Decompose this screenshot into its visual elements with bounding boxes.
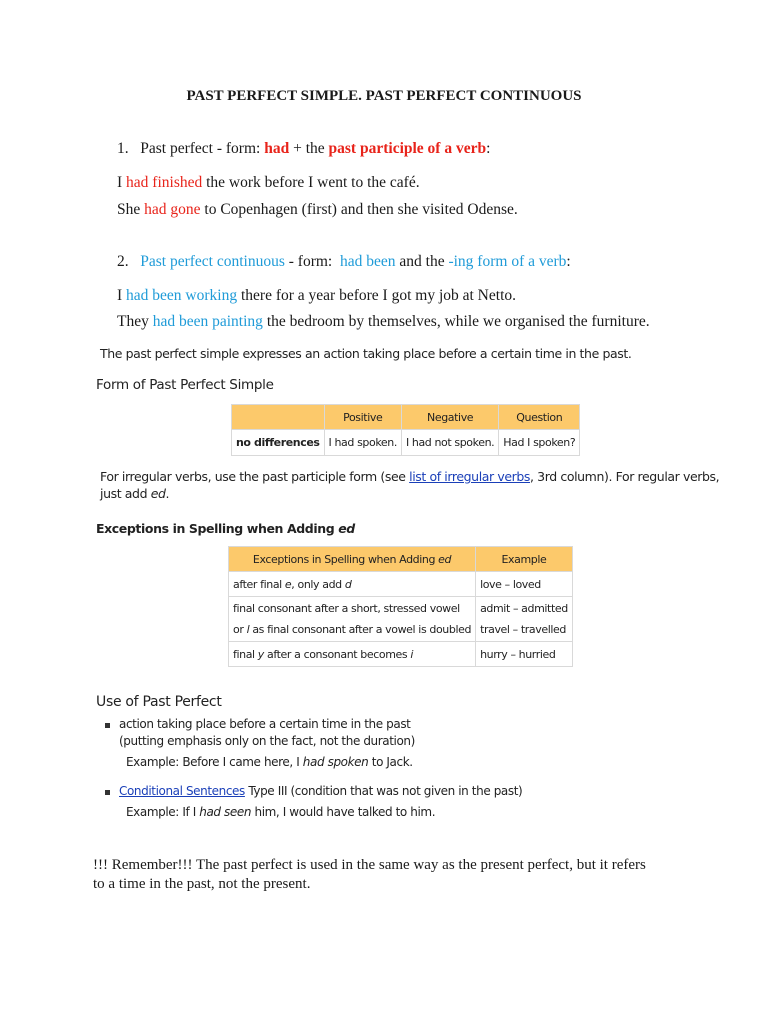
ing-keyword: -ing form of a verb — [448, 253, 567, 270]
table-cell: hurry – hurried — [476, 642, 573, 667]
page-title: PAST PERFECT SIMPLE. PAST PERFECT CONTINUOUS — [186, 88, 582, 104]
table-header-cell: Example — [476, 547, 573, 572]
cell-emphasis: d — [344, 577, 352, 591]
example-highlight: had been painting — [152, 313, 263, 330]
cell-text: as final consonant after a vowel is doubled — [249, 623, 472, 636]
example-emphasis: had spoken — [302, 755, 369, 769]
section-1-lead: Past perfect - form: — [140, 140, 265, 157]
cell-text: final — [233, 647, 258, 661]
example-text: him, I would have talked to him. — [251, 805, 436, 819]
cell-emphasis: e — [284, 577, 292, 591]
irregular-verbs-link[interactable]: list of irregular verbs — [409, 469, 531, 484]
cell-text: admit – admitted — [480, 602, 568, 615]
example-text: I — [117, 174, 127, 191]
cell-emphasis: l — [246, 623, 250, 636]
ed-emphasis: ed — [338, 521, 355, 536]
colon: : — [566, 253, 571, 270]
irregular-line-1 — [100, 469, 719, 484]
table-header-cell: Question — [499, 405, 580, 430]
example-text: the work before I went to the café. — [202, 174, 420, 191]
colon: : — [486, 140, 491, 157]
section-2-example-1 — [117, 287, 516, 305]
use-bullet-1-line-2: (putting emphasis only on the fact, not the duration) — [119, 734, 415, 748]
example-highlight: had gone — [144, 201, 201, 218]
remember-line-1: !!! Remember!!! The past perfect is used in the same way as the present perfect, but it refers — [93, 857, 646, 873]
table-cell: I had not spoken. — [401, 430, 498, 456]
table-header-row — [229, 547, 573, 572]
form-table — [231, 404, 580, 456]
irregular-text: For irregular verbs, use the past participle form (see — [100, 469, 410, 484]
table-header-cell: Positive — [324, 405, 401, 430]
table-row — [232, 430, 580, 456]
use-bullet-2-example — [126, 805, 435, 819]
section-2-example-2 — [117, 313, 650, 331]
remember-line-2: to a time in the past, not the present. — [93, 876, 311, 892]
cell-text: travel – travelled — [480, 623, 566, 636]
table-header-cell — [229, 547, 476, 572]
cell-text-line — [233, 619, 471, 640]
irregular-text: just add — [100, 486, 151, 501]
example-text: She — [117, 201, 145, 218]
table-row — [229, 642, 573, 667]
example-text: there for a year before I got my job at Netto. — [237, 287, 516, 304]
table-row — [229, 597, 573, 642]
use-bullet-1-example — [126, 755, 413, 769]
irregular-text: , 3rd column). For regular verbs, — [530, 469, 720, 484]
header-text: Exceptions in Spelling when Adding — [252, 552, 439, 566]
cell-text: final consonant after a short, stressed vowel — [233, 602, 460, 615]
section-2-heading — [117, 253, 571, 271]
intro-text: The past perfect simple expresses an action taking place before a certain time in the past. — [100, 346, 632, 361]
spelling-heading-text: Exceptions in Spelling when Adding — [96, 521, 339, 536]
example-emphasis: had seen — [199, 805, 252, 819]
table-cell — [229, 642, 476, 667]
had-been-keyword: had been — [340, 253, 396, 270]
continuous-label: Past perfect continuous — [140, 253, 285, 270]
example-text: Example: Before I came here, I — [126, 755, 303, 769]
example-text: to Jack. — [368, 755, 413, 769]
table-header-row — [232, 405, 580, 430]
section-1-number: 1. — [117, 140, 129, 157]
table-cell: love – loved — [476, 572, 573, 597]
participle-keyword: past participle of a verb — [328, 140, 487, 157]
cell-text: , only add — [291, 577, 345, 591]
irregular-line-2 — [100, 486, 169, 501]
conditional-sentences-link[interactable]: Conditional Sentences — [119, 784, 245, 798]
cell-emphasis: i — [410, 647, 413, 661]
table-cell — [229, 572, 476, 597]
section-2-number: 2. — [117, 253, 129, 270]
form-text: - form: — [284, 253, 340, 270]
example-highlight: had been working — [126, 287, 238, 304]
table-cell — [476, 597, 573, 642]
table-cell — [229, 597, 476, 642]
table-cell: no differences — [232, 430, 325, 456]
table-cell: I had spoken. — [324, 430, 401, 456]
cell-text: after a consonant becomes — [263, 647, 411, 661]
example-text: to Copenhagen (first) and then she visited Odense. — [200, 201, 518, 218]
form-heading: Form of Past Perfect Simple — [96, 377, 274, 393]
and-the-text: and the — [395, 253, 449, 270]
section-1-example-1 — [117, 174, 420, 192]
table-header-cell: Negative — [401, 405, 498, 430]
irregular-text: . — [165, 486, 170, 501]
section-1-example-2 — [117, 201, 518, 219]
bullet-icon — [105, 790, 110, 795]
example-text: I — [117, 287, 127, 304]
cell-text: or — [233, 623, 247, 636]
example-text: They — [117, 313, 153, 330]
table-row — [229, 572, 573, 597]
use-bullet-2-line-1 — [119, 784, 522, 798]
spelling-heading — [96, 521, 355, 536]
table-header-cell — [232, 405, 325, 430]
example-text: Example: If I — [126, 805, 200, 819]
ed-emphasis: ed — [150, 486, 166, 501]
example-text: the bedroom by themselves, while we organised the furniture. — [262, 313, 650, 330]
ed-emphasis: ed — [438, 552, 452, 566]
use-bullet-1-line-1: action taking place before a certain time in the past — [119, 717, 411, 731]
bullet-text: Type III (condition that was not given in the past) — [244, 784, 523, 798]
cell-text: after final — [233, 577, 285, 591]
use-heading: Use of Past Perfect — [96, 694, 222, 710]
had-keyword: had — [264, 140, 290, 157]
plus-the-text: + the — [289, 140, 329, 157]
bullet-icon — [105, 723, 110, 728]
cell-emphasis: y — [257, 647, 264, 661]
section-1-heading — [117, 140, 490, 158]
table-cell: Had I spoken? — [499, 430, 580, 456]
example-highlight: had finished — [126, 174, 203, 191]
spelling-table — [228, 546, 573, 667]
